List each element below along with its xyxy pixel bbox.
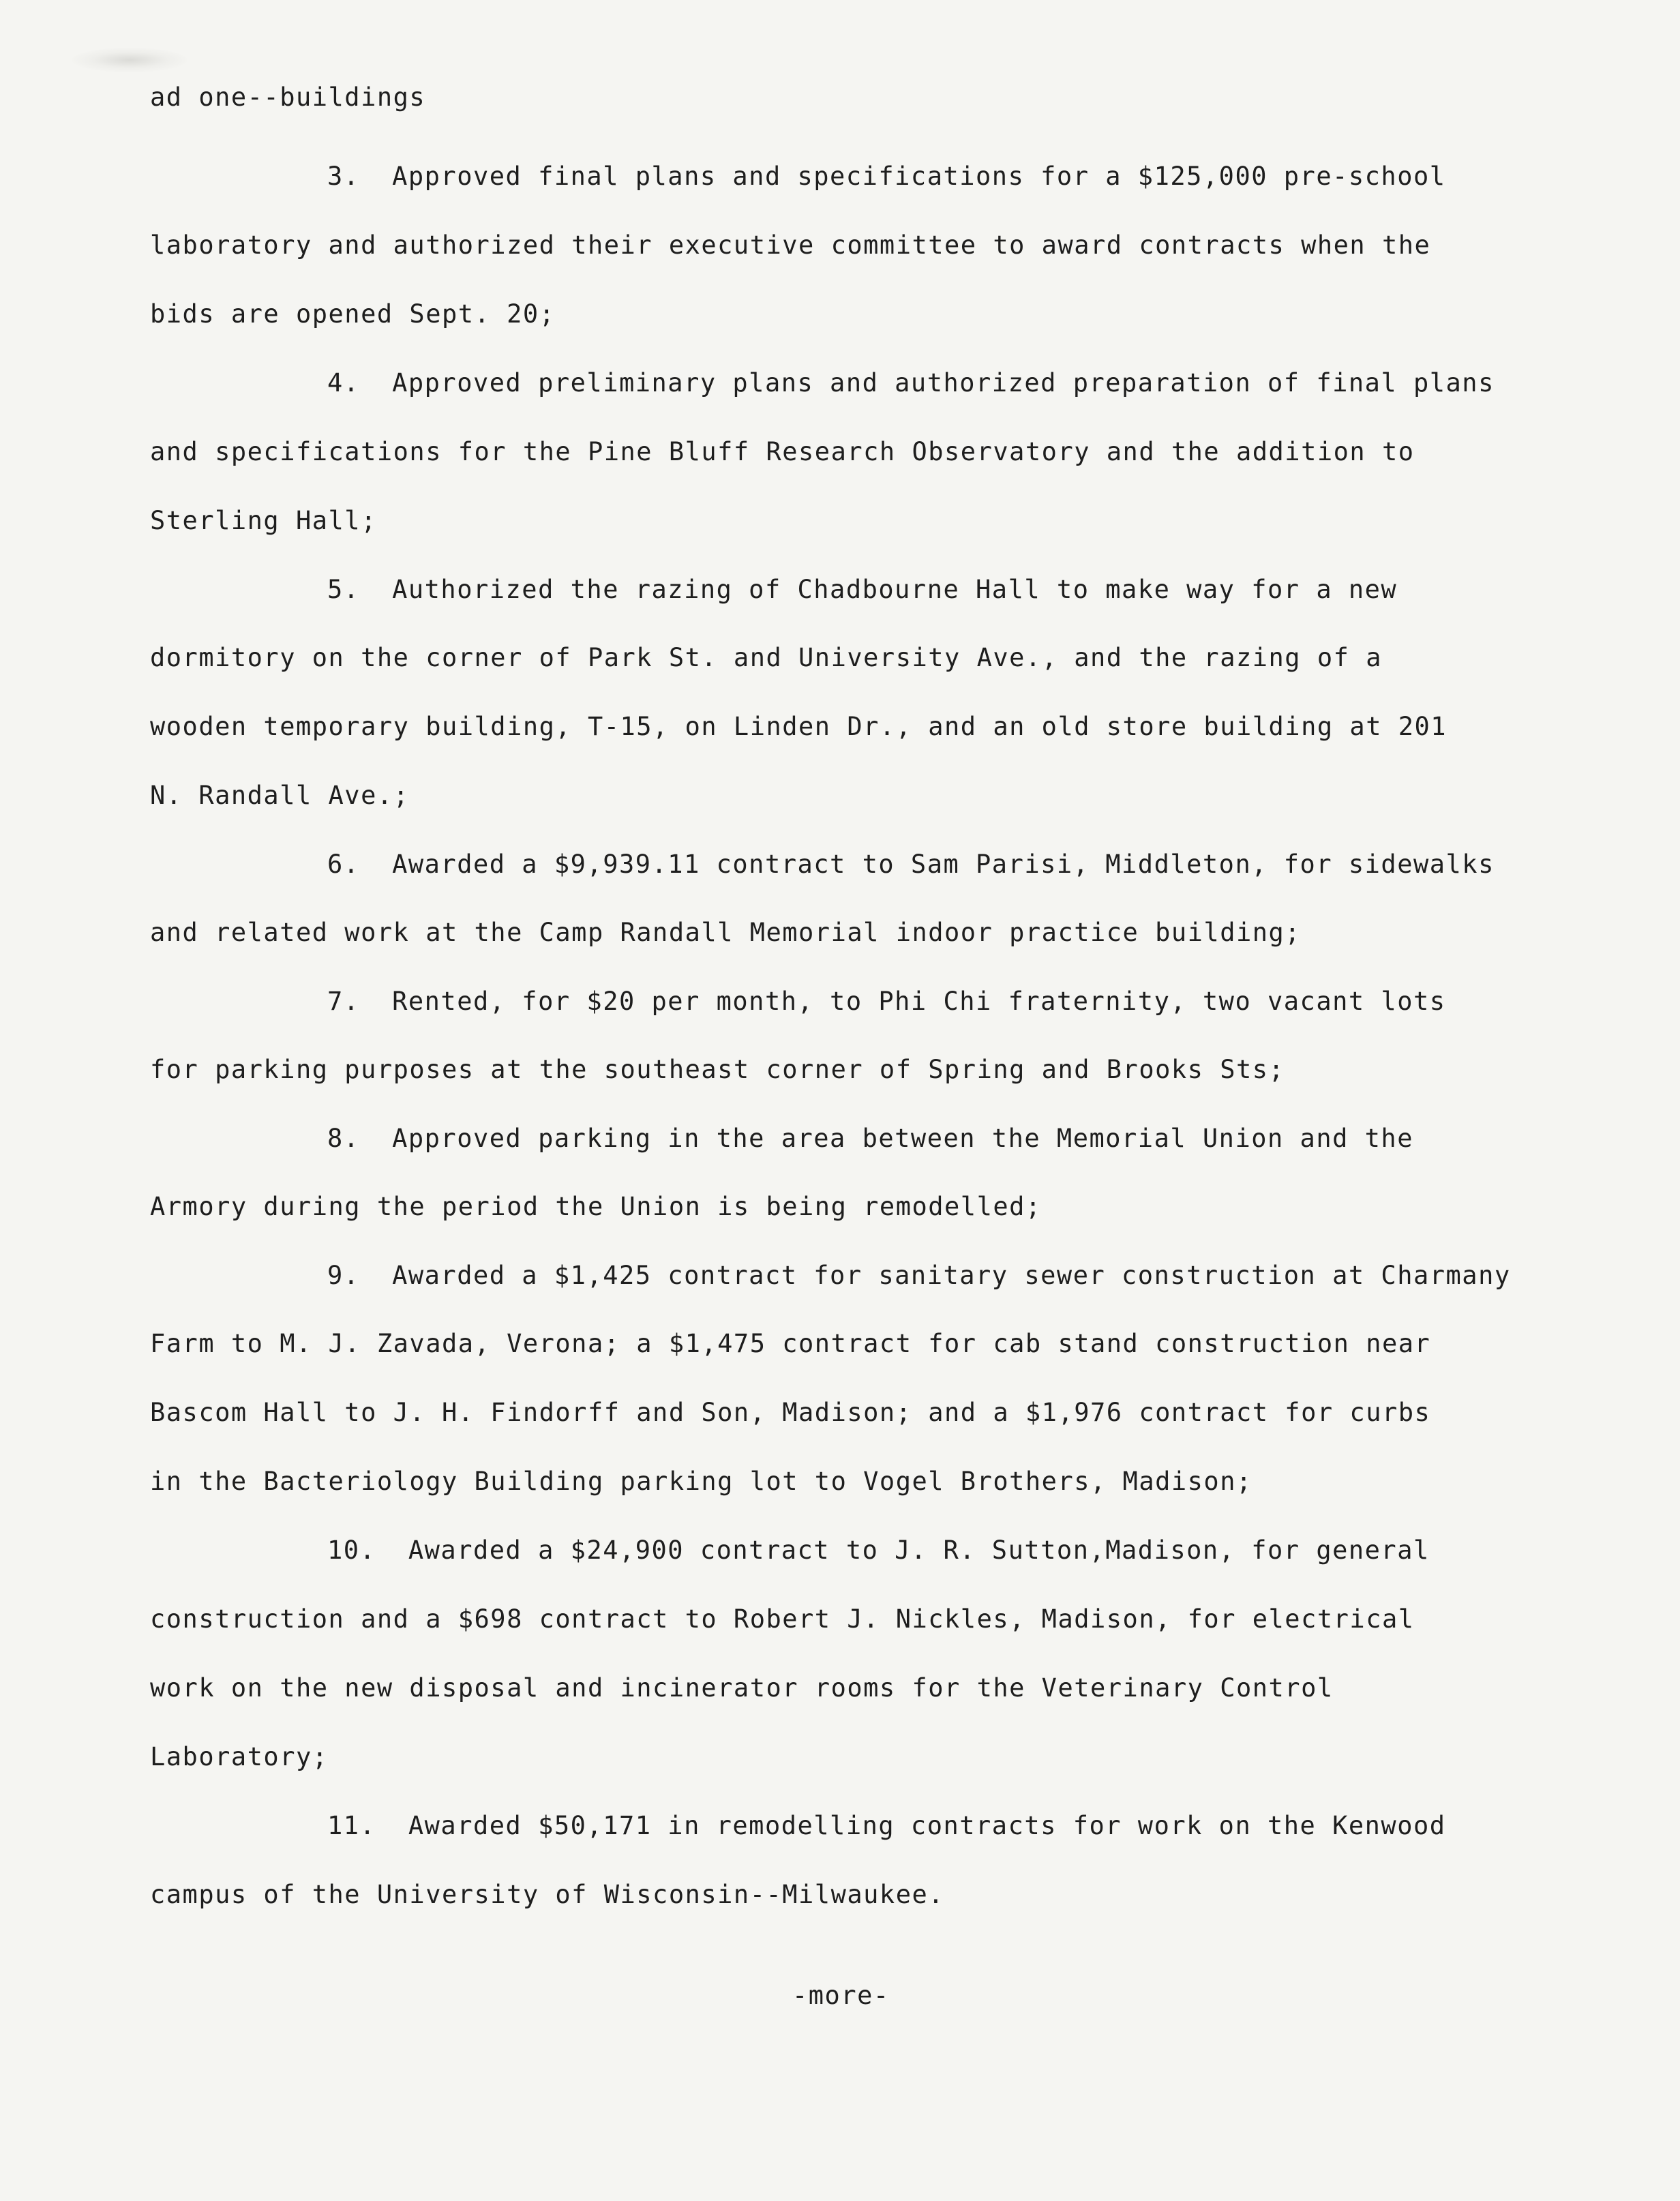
paragraph-line: 4. Approved preliminary plans and authorized preparation of final plans [327, 368, 1495, 398]
paragraph-line: dormitory on the corner of Park St. and University Ave., and the razing of a [150, 643, 1382, 672]
paragraph-line: 9. Awarded a $1,425 contract for sanitary sewer construction at Charmany [327, 1261, 1511, 1290]
paragraph-line: wooden temporary building, T-15, on Linden Dr., and an old store building at 201 [150, 712, 1448, 741]
paragraph-line: Farm to M. J. Zavada, Verona; a $1,475 contract for cab stand construction near [150, 1329, 1431, 1358]
paragraph-line: laboratory and authorized their executive committee to award contracts when the [150, 230, 1431, 260]
paragraph-line: campus of the University of Wisconsin--Milwaukee. [150, 1880, 945, 1909]
paragraph-line: 8. Approved parking in the area between the Memorial Union and the [327, 1124, 1413, 1153]
paper-smudge [72, 48, 188, 72]
paragraph-line: Armory during the period the Union is being remodelled; [150, 1192, 1042, 1221]
paragraph-line: 10. Awarded a $24,900 contract to J. R. Sutton,Madison, for general [327, 1536, 1430, 1565]
paragraph-line: Laboratory; [150, 1742, 329, 1771]
paragraph-line: 11. Awarded $50,171 in remodelling contracts for work on the Kenwood [327, 1811, 1446, 1840]
paragraph-line: 6. Awarded a $9,939.11 contract to Sam Parisi, Middleton, for sidewalks [327, 850, 1495, 879]
paragraph-line: work on the new disposal and incinerator rooms for the Veterinary Control [150, 1673, 1334, 1703]
paragraph-line: 3. Approved final plans and specifications for a $125,000 pre-school [327, 162, 1446, 191]
more-marker: -more- [792, 1981, 890, 2010]
paragraph-line: and specifications for the Pine Bluff Research Observatory and the addition to [150, 437, 1415, 466]
paragraph-line: for parking purposes at the southeast corner of Spring and Brooks Sts; [150, 1055, 1285, 1084]
paragraph-line: in the Bacteriology Building parking lot to Vogel Brothers, Madison; [150, 1467, 1252, 1496]
paragraph-line: N. Randall Ave.; [150, 781, 410, 810]
paragraph-line: bids are opened Sept. 20; [150, 299, 556, 329]
page-header: ad one--buildings [150, 83, 426, 112]
paragraph-line: and related work at the Camp Randall Memorial indoor practice building; [150, 918, 1302, 947]
paragraph-line: Sterling Hall; [150, 506, 377, 535]
paragraph-line: Bascom Hall to J. H. Findorff and Son, Madison; and a $1,976 contract for curbs [150, 1398, 1431, 1427]
paragraph-line: 5. Authorized the razing of Chadbourne Hall to make way for a new [327, 575, 1398, 604]
paragraph-line: 7. Rented, for $20 per month, to Phi Chi fraternity, two vacant lots [327, 987, 1446, 1016]
paragraph-line: construction and a $698 contract to Robert J. Nickles, Madison, for electrical [150, 1604, 1415, 1634]
